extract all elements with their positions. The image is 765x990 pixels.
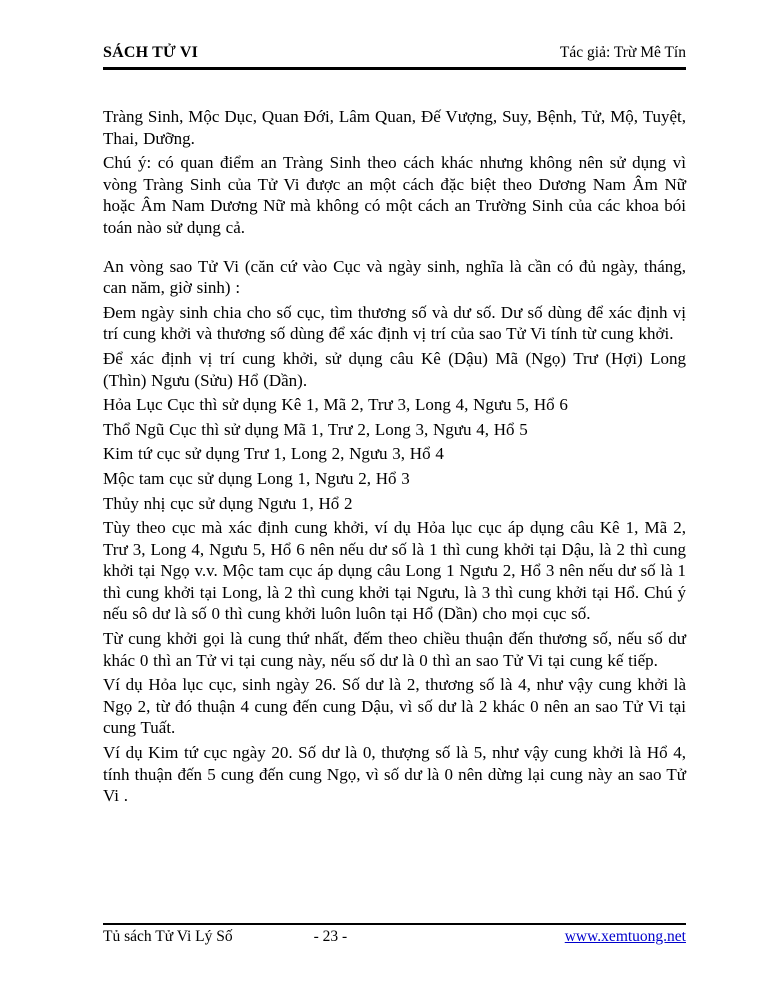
paragraph-tuy-theo-cuc: Tùy theo cục mà xác định cung khởi, ví dụ Hỏa lục cục áp dụng câu Kê 1, Mã 2, Trư 3, Long 4, Ngưu 5, Hổ 6 nên nếu dư số là 1 thì cung khởi tại Dậu, là 2 thì cung khởi tại Ngọ v.v. Mộc tam cục áp dụng câu Long 1 Ngưu 2, Hổ 3 nên nếu dư số là 1 thì cung khởi tại Long, là 2 thì cung khởi tại Ngưu, là 3 thì cung khởi tại Hổ. Chú ý nếu sô dư là số 0 thì cung khởi luôn luôn tại Hổ (Dần) cho mọi cục số. [103,518,686,624]
paragraph-tu-cung-khoi: Từ cung khởi gọi là cung thứ nhất, đếm theo chiều thuận đến thương số, nếu số dư khác 0 thì an Tử vi tại cung này, nếu số dư là 0 thì an sao Tử Vi tại cung kế tiếp. [103,629,686,670]
header-author: Tác giả: Trừ Mê Tín [559,44,686,61]
paragraph-example-kim-tu: Ví dụ Kim tứ cục ngày 20. Số dư là 0, thượng số là 5, như vậy cung khởi là Hổ 4, tính thuận đến 5 cung đến cung Ngọ, vì số dư là 0 nên dừng lại cung này an sao Tử Vi . [103,743,686,806]
paragraph-note-trang-sinh: Chú ý: có quan điểm an Tràng Sinh theo cách khác nhưng không nên sử dụng vì vòng Tràng Sinh của Tử Vi được an một cách đặc biệt theo Dương Nam Âm Nữ hoặc Âm Nam Dương Nữ mà không có một cách an Trường Sinh của các khoa bói toán nào sử dụng cả. [103,153,686,237]
footer-website-link[interactable]: www.xemtuong.net [564,928,686,945]
paragraph-example-hoa-luc: Ví dụ Hỏa lục cục, sinh ngày 26. Số dư là 2, thương số là 4, như vậy cung khởi là Ngọ 2, từ đó thuận 4 cung đến cung Dậu, vì số dư là 2 khác 0 nên an sao Tử Vi tại cung Tuất. [103,675,686,738]
paragraph-star-cycle: Tràng Sinh, Mộc Dục, Quan Đới, Lâm Quan, Đế Vượng, Suy, Bệnh, Tử, Mộ, Tuyệt, Thai, Dưỡng. [103,107,686,148]
paragraph-an-vong-sao: An vòng sao Tử Vi (căn cứ vào Cục và ngày sinh, nghĩa là cần có đủ ngày, tháng, can năm, giờ sinh) : [103,256,686,298]
paragraph-tho-ngu-cuc: Thổ Ngũ Cục thì sử dụng Mã 1, Trư 2, Long 3, Ngưu 4, Hổ 5 [103,419,528,439]
page-footer [103,923,686,946]
paragraph-hoa-luc-cuc: Hỏa Lục Cục thì sử dụng Kê 1, Mã 2, Trư 3, Long 4, Ngưu 5, Hổ 6 [103,395,568,415]
paragraph-cung-khoi-rule: Để xác định vị trí cung khởi, sử dụng câu Kê (Dậu) Mã (Ngọ) Trư (Hợi) Long (Thìn) Ngưu (Sửu) Hổ (Dần). [103,348,686,390]
paragraph-moc-tam-cuc: Mộc tam cục sử dụng Long 1, Ngưu 2, Hổ 3 [103,468,410,488]
page-body [103,106,686,807]
paragraph-division-rule: Đem ngày sinh chia cho số cục, tìm thương số và dư số. Dư số dùng để xác định vị trí cung khởi và thương số dùng để xác định vị trí của sao Tử Vi tính từ cung khởi. [103,302,686,344]
header-book-title: SÁCH TỬ VI [103,44,199,61]
page-header [103,44,686,70]
footer-series-title: Tủ sách Tử Vi Lý Số [103,928,233,945]
footer-page-number: - 23 - [313,928,348,945]
paragraph-kim-tu-cuc: Kim tứ cục sử dụng Trư 1, Long 2, Ngưu 3, Hổ 4 [103,444,444,464]
paragraph-thuy-nhi-cuc: Thủy nhị cục sử dụng Ngưu 1, Hổ 2 [103,493,353,513]
